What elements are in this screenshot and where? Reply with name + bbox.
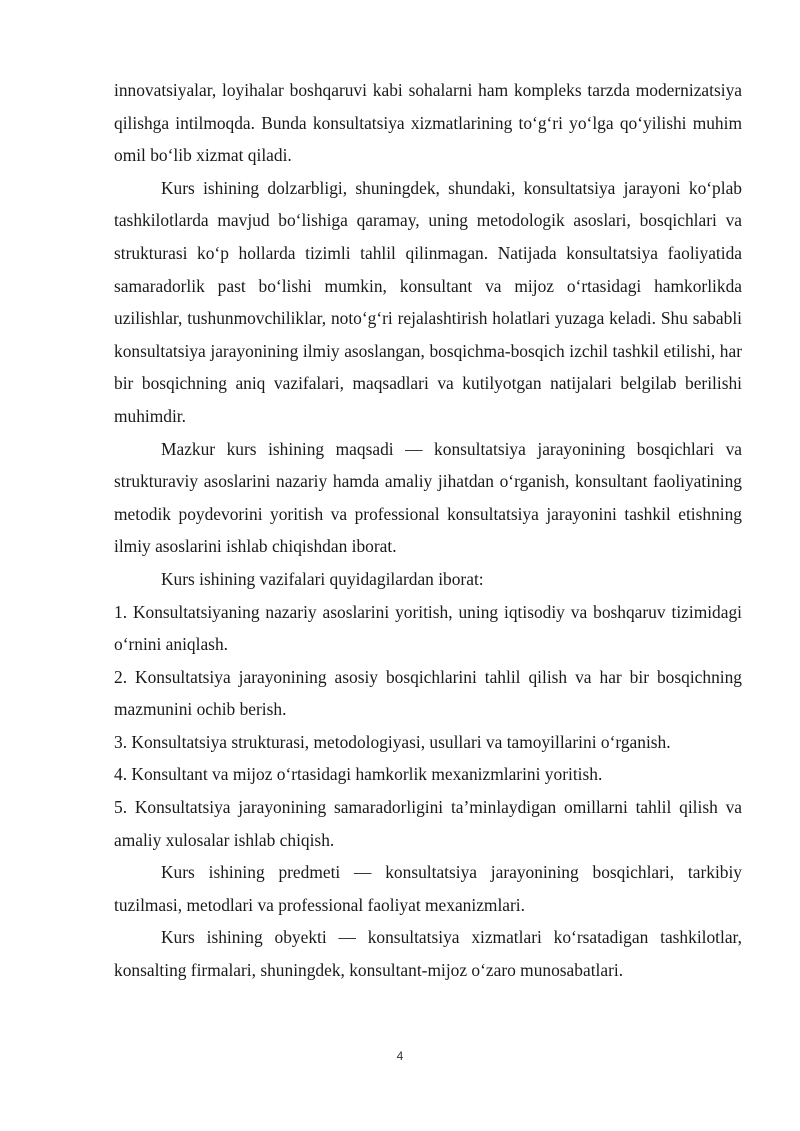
document-body xyxy=(114,74,742,987)
page-number: 4 xyxy=(396,1049,404,1063)
task-item-3: 3. Konsultatsiya strukturasi, metodologiyasi, usullari va tamoyillarini o‘rganish. xyxy=(114,731,671,752)
paragraph-continuation: innovatsiyalar, loyihalar boshqaruvi kabi sohalarni ham kompleks tarzda modernizatsiya qilishga intilmoqda. Bunda konsultatsiya xizmatlarining to‘g‘ri yo‘lga qo‘yilishi muhim omil bo‘lib xizmat qiladi. xyxy=(114,80,742,166)
paragraph-subject: Kurs ishining predmeti — konsultatsiya jarayonining bosqichlari, tarkibiy tuzilmasi, metodlari va professional faoliyat mexanizmlari. xyxy=(114,862,742,915)
task-item-2: 2. Konsultatsiya jarayonining asosiy bosqichlarini tahlil qilish va har bir bosqichning mazmunini ochib berish. xyxy=(114,666,742,720)
paragraph-relevance: Kurs ishining dolzarbligi, shuningdek, shundaki, konsultatsiya jarayoni ko‘plab tashkilotlarda mavjud bo‘lishiga qaramay, uning metodologik asoslari, bosqichlari va strukturasi ko‘p hollarda tizimli tahlil qilinmagan. Natijada konsultatsiya faoliyatida samaradorlik past bo‘lishi mumkin, konsultant va mijoz o‘rtasidagi hamkorlikda uzilishlar, tushunmovchiliklar, noto‘g‘ri rejalashtirish holatlari yuzaga keladi. Shu sababli konsultatsiya jarayonining ilmiy asoslangan, bosqichma-bosqich izchil tashkil etilishi, har bir bosqichning aniq vazifalari, maqsadlari va kutilyotgan natijalari belgilab berilishi muhimdir. xyxy=(114,177,742,426)
paragraph-tasks-intro: Kurs ishining vazifalari quyidagilardan iborat: xyxy=(161,568,484,589)
task-item-5: 5. Konsultatsiya jarayonining samaradorligini ta’minlaydigan omillarni tahlil qilish va amaliy xulosalar ishlab chiqish. xyxy=(114,797,742,850)
task-item-1: 1. Konsultatsiyaning nazariy asoslarini yoritish, uning iqtisodiy va boshqaruv tizimidagi o‘rnini aniqlash. xyxy=(114,601,742,655)
paragraph-object: Kurs ishining obyekti — konsultatsiya xizmatlari ko‘rsatadigan tashkilotlar, konsalting firmalari, shuningdek, konsultant-mijoz o‘zaro munosabatlari. xyxy=(114,927,742,981)
paragraph-goal: Mazkur kurs ishining maqsadi — konsultatsiya jarayonining bosqichlari va strukturaviy asoslarini nazariy hamda amaliy jihatdan o‘rganish, konsultant faoliyatining metodik poydevorini yoritish va professional konsultatsiya jarayonini tashkil etishning ilmiy asoslarini ishlab chiqishdan iborat. xyxy=(114,438,742,557)
task-item-4: 4. Konsultant va mijoz o‘rtasidagi hamkorlik mexanizmlarini yoritish. xyxy=(114,764,603,785)
